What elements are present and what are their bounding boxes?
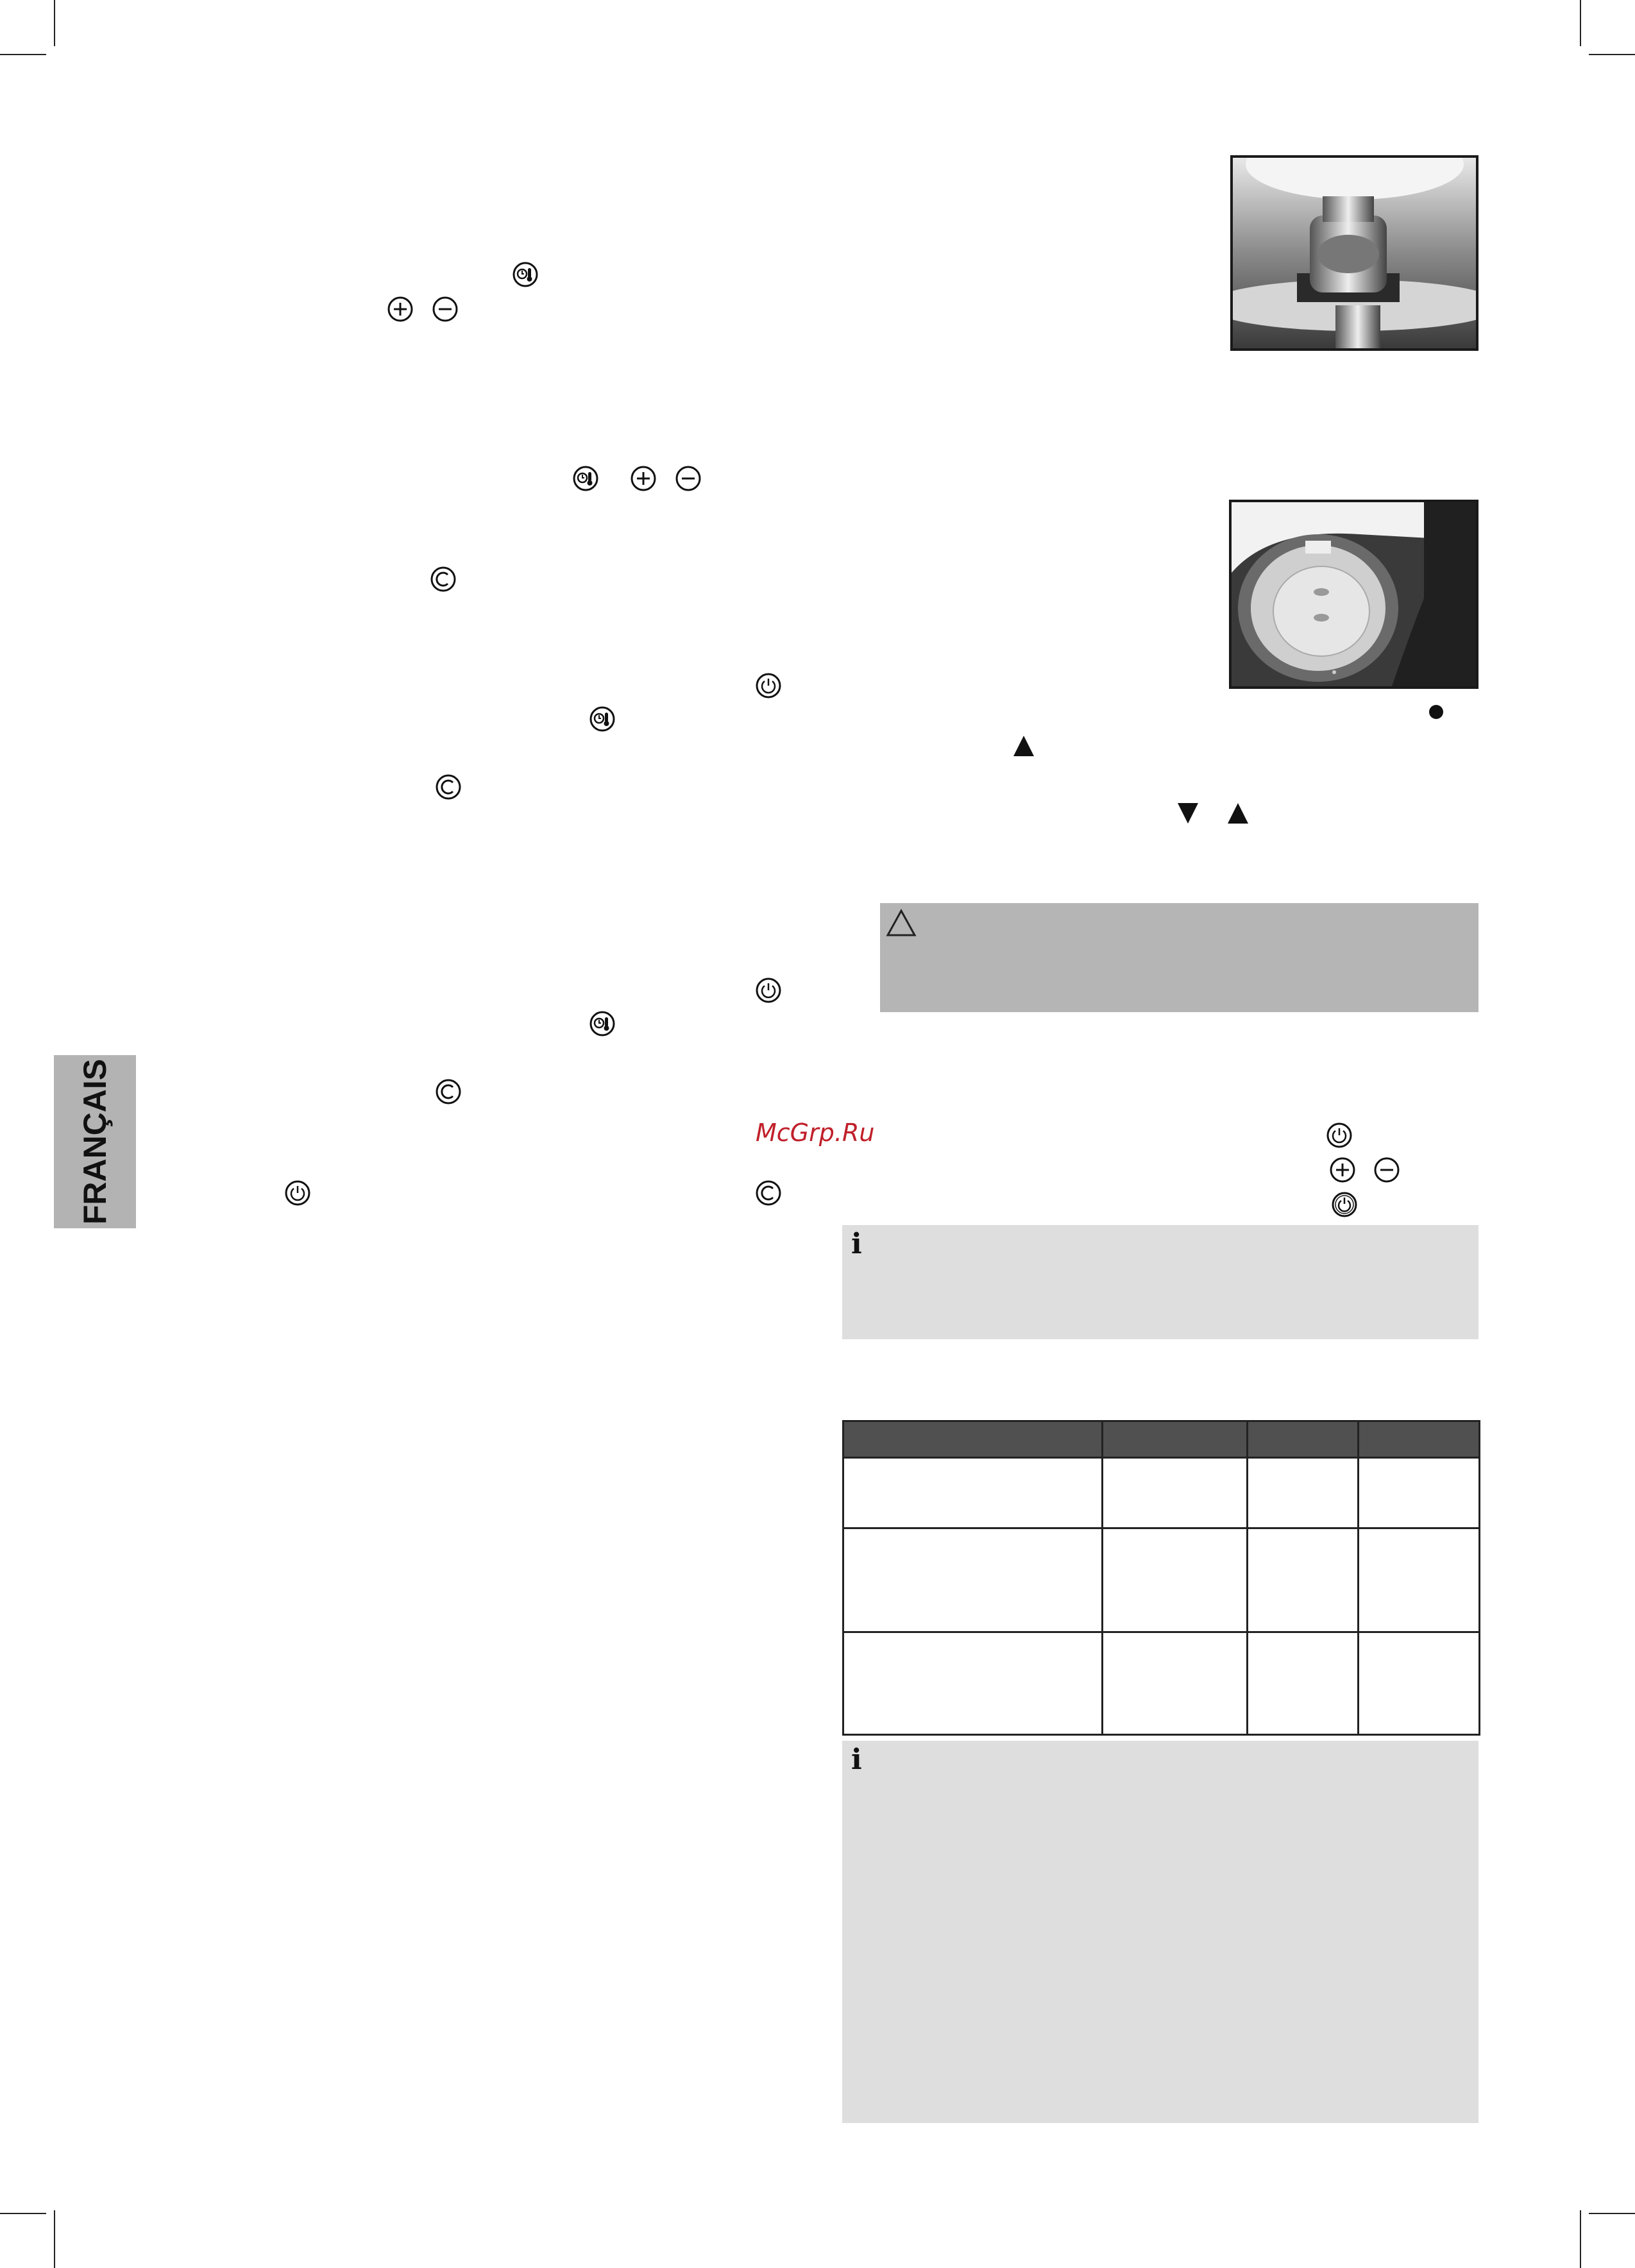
c-circle-icon[interactable] bbox=[756, 1180, 781, 1206]
table-cell bbox=[843, 1458, 1103, 1528]
timer-temp-icon[interactable] bbox=[573, 466, 598, 491]
plus-circle-icon[interactable] bbox=[1330, 1157, 1355, 1183]
table-cell bbox=[1248, 1632, 1359, 1735]
crop-mark bbox=[1580, 0, 1581, 46]
table-header-cell bbox=[1359, 1421, 1480, 1458]
triangle-up-icon bbox=[1225, 800, 1251, 826]
crop-mark bbox=[1589, 2213, 1635, 2214]
warning-triangle-icon bbox=[885, 908, 917, 938]
power-icon[interactable] bbox=[1332, 1192, 1357, 1217]
c-circle-icon[interactable] bbox=[436, 774, 461, 800]
timer-temp-icon[interactable] bbox=[589, 706, 615, 732]
table-header-cell bbox=[1103, 1421, 1248, 1458]
table-header-cell bbox=[843, 1421, 1103, 1458]
plus-circle-icon[interactable] bbox=[631, 466, 656, 491]
warning-box bbox=[880, 903, 1478, 1012]
timer-temp-icon[interactable] bbox=[513, 262, 538, 287]
table-header-cell bbox=[1248, 1421, 1359, 1458]
power-icon[interactable] bbox=[756, 977, 781, 1003]
table-cell bbox=[843, 1632, 1103, 1735]
table-header-row bbox=[843, 1421, 1480, 1458]
power-icon[interactable] bbox=[285, 1180, 310, 1206]
crop-mark bbox=[0, 54, 46, 55]
table-cell bbox=[1103, 1458, 1248, 1528]
photo-lid-top bbox=[1229, 500, 1478, 689]
spec-table bbox=[842, 1420, 1480, 1736]
minus-circle-icon[interactable] bbox=[432, 296, 458, 322]
triangle-up-icon bbox=[1011, 733, 1037, 759]
table-cell bbox=[1248, 1528, 1359, 1632]
language-label: FRANÇAIS bbox=[77, 1058, 113, 1225]
crop-mark bbox=[54, 0, 55, 46]
photo-motor-coupling bbox=[1230, 155, 1478, 351]
info-icon: i bbox=[851, 1743, 862, 1776]
minus-circle-icon[interactable] bbox=[1374, 1157, 1400, 1183]
table-cell bbox=[843, 1528, 1103, 1632]
c-circle-icon[interactable] bbox=[436, 1079, 461, 1104]
watermark-text: McGrp.Ru bbox=[756, 1119, 875, 1147]
table-cell bbox=[1359, 1632, 1480, 1735]
plus-circle-icon[interactable] bbox=[387, 296, 413, 322]
power-icon[interactable] bbox=[756, 673, 781, 698]
table-cell bbox=[1103, 1528, 1248, 1632]
crop-mark bbox=[1580, 2210, 1581, 2268]
info-icon: i bbox=[851, 1228, 862, 1260]
minus-circle-icon[interactable] bbox=[675, 466, 701, 491]
table-cell bbox=[1359, 1458, 1480, 1528]
table-row bbox=[843, 1458, 1480, 1528]
crop-mark bbox=[54, 2210, 55, 2268]
table-cell bbox=[1248, 1458, 1359, 1528]
info-box bbox=[842, 1225, 1478, 1339]
table-row bbox=[843, 1632, 1480, 1735]
table-cell bbox=[1103, 1632, 1248, 1735]
power-icon[interactable] bbox=[1326, 1122, 1352, 1148]
table-cell bbox=[1359, 1528, 1480, 1632]
crop-mark bbox=[1589, 54, 1635, 55]
table-row bbox=[843, 1528, 1480, 1632]
dot-icon bbox=[1429, 705, 1443, 719]
triangle-down-icon bbox=[1175, 800, 1201, 826]
timer-temp-icon[interactable] bbox=[589, 1011, 615, 1037]
c-circle-icon[interactable] bbox=[430, 566, 456, 592]
crop-mark bbox=[0, 2213, 46, 2214]
language-tab bbox=[54, 1055, 136, 1228]
info-box bbox=[842, 1741, 1478, 2123]
